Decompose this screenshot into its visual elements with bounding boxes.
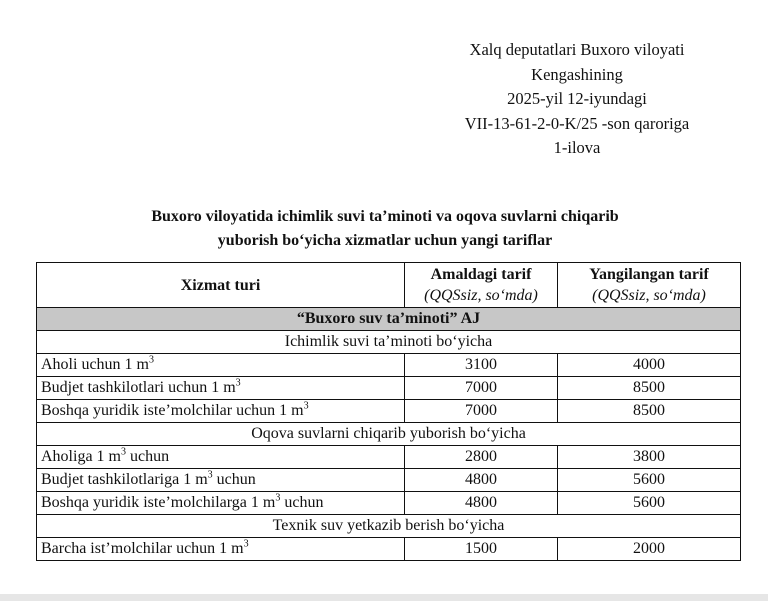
section-row: [37, 515, 741, 538]
unit-superscript: 3: [121, 446, 126, 458]
section-title: Texnik suv yetkazib berish bo‘yicha: [37, 515, 741, 538]
table-row: [37, 400, 741, 423]
section-row: [37, 331, 741, 354]
table-row: [37, 469, 741, 492]
service-cell: Barcha ist’molchilar uchun 1 $m^3$: [37, 538, 405, 561]
unit-superscript: 3: [235, 377, 241, 389]
tariff-table: [36, 262, 741, 561]
new-tariff-cell: 8500: [558, 377, 741, 400]
approval-header: [432, 38, 722, 161]
service-cell: Boshqa yuridik iste’molchilar uchun 1 $m^3$: [37, 400, 405, 423]
table-row: [37, 492, 741, 515]
service-cell: Budjet tashkilotlariga 1 $m^3$ uchun: [37, 469, 405, 492]
column-header-new: Yangilangan tarif (QQSsiz, so‘mda): [558, 263, 741, 308]
section-row: [37, 423, 741, 446]
company-name: “Buxoro suv ta’minoti” AJ: [37, 308, 741, 331]
title-line-1: Buxoro viloyatida ichimlik suvi ta’minoti va oqova suvlarni chiqarib: [151, 208, 619, 225]
table-header-row: [37, 263, 741, 308]
table-row: [37, 538, 741, 561]
service-cell: Aholiga 1 $m^3$ uchun: [37, 446, 405, 469]
unit-superscript: 3: [275, 492, 281, 504]
table-row: [37, 354, 741, 377]
current-tariff-cell: 7000: [405, 377, 558, 400]
company-row: [37, 308, 741, 331]
unit-superscript: 3: [243, 538, 249, 550]
new-tariff-cell: 5600: [558, 492, 741, 515]
current-tariff-cell: 3100: [405, 354, 558, 377]
unit-superscript: 3: [207, 469, 213, 481]
page-bottom-edge: [0, 594, 768, 601]
header-line: 1-ilova: [553, 138, 601, 157]
current-tariff-cell: 2800: [405, 446, 558, 469]
unit-superscript: 3: [303, 400, 309, 412]
header-line: VII-13-61-2-0-K/25 -son qaroriga: [464, 113, 690, 133]
document-title: [40, 205, 730, 253]
table-row: [37, 446, 741, 469]
column-unit: (QQSsiz, so‘mda): [424, 287, 538, 304]
current-tariff-cell: 7000: [405, 400, 558, 423]
service-cell: Boshqa yuridik iste’molchilarga 1 $m^3$ uchun: [37, 492, 405, 515]
new-tariff-cell: 2000: [558, 538, 741, 561]
current-tariff-cell: 1500: [405, 538, 558, 561]
section-title: Oqova suvlarni chiqarib yuborish bo‘yicha: [37, 423, 741, 446]
new-tariff-cell: 8500: [558, 400, 741, 423]
header-line: Kengashining: [531, 64, 623, 84]
service-cell: Aholi uchun 1 $m^3$: [37, 354, 405, 377]
column-header-current: Amaldagi tarif (QQSsiz, so‘mda): [405, 263, 558, 308]
column-header-service: Xizmat turi: [37, 263, 405, 308]
new-tariff-cell: 3800: [558, 446, 741, 469]
new-tariff-cell: 5600: [558, 469, 741, 492]
unit-superscript: 3: [149, 354, 154, 366]
header-line: Xalq deputatlari Buxoro viloyati: [469, 40, 685, 59]
section-title: Ichimlik suvi ta’minoti bo‘yicha: [37, 331, 741, 354]
header-line: 2025-yil 12-iyundagi: [507, 89, 647, 108]
column-unit: (QQSsiz, so‘mda): [592, 287, 706, 304]
current-tariff-cell: 4800: [405, 469, 558, 492]
service-cell: Budjet tashkilotlari uchun 1 $m^3$: [37, 377, 405, 400]
current-tariff-cell: 4800: [405, 492, 558, 515]
table-row: [37, 377, 741, 400]
new-tariff-cell: 4000: [558, 354, 741, 377]
title-line-2: yuborish bo‘yicha xizmatlar uchun yangi tariflar: [217, 232, 553, 249]
